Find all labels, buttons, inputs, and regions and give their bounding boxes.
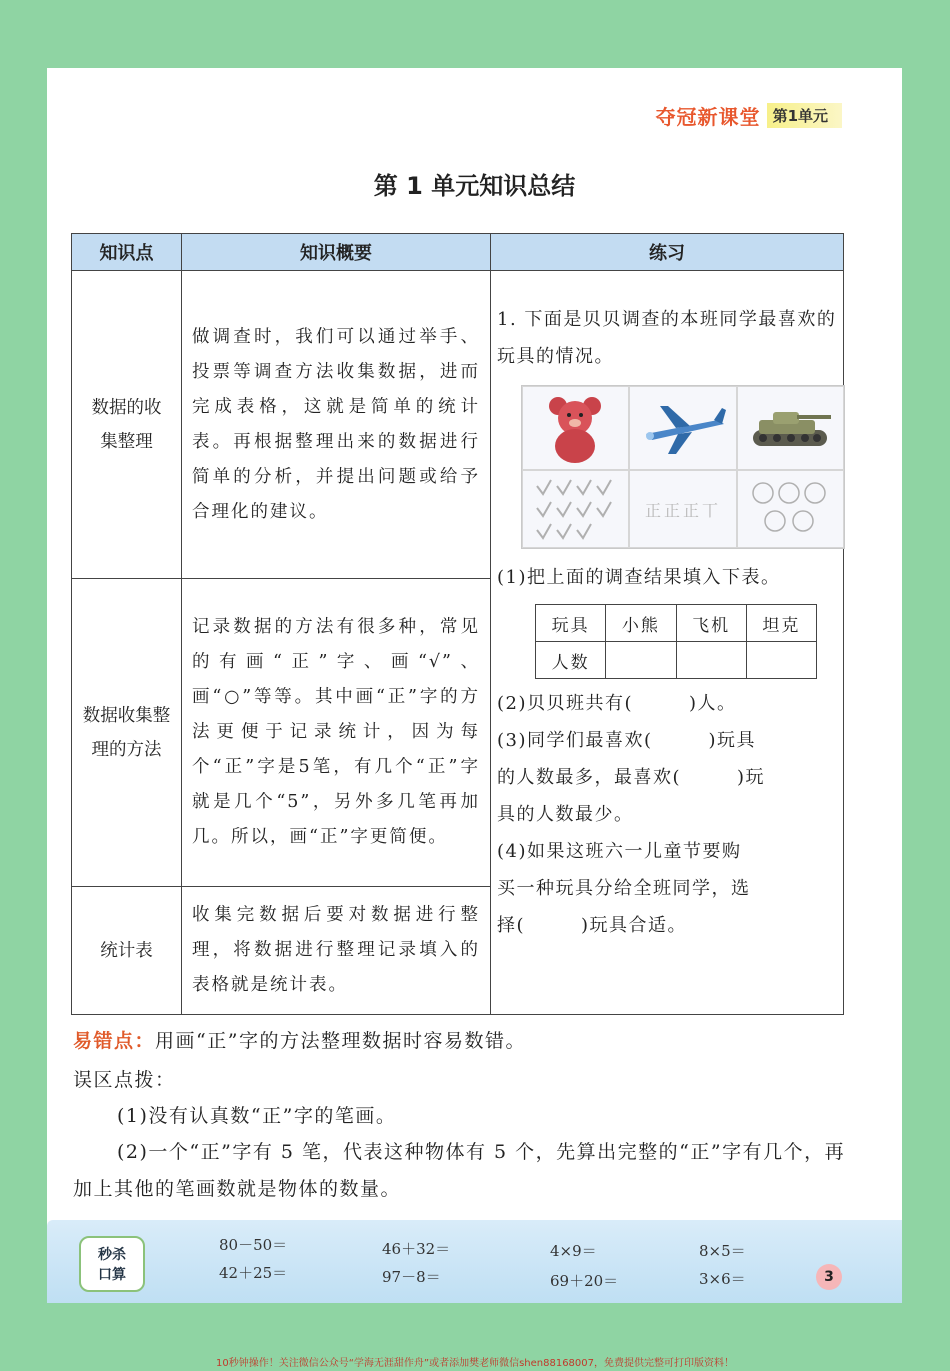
answer-table-cell: 玩具 xyxy=(536,605,606,642)
exercise-sub4-line3 xyxy=(497,907,839,944)
guide-item-2: (2)一个“正”字有 5 笔，代表这种物体有 5 个，先算出完整的“正”字有几个，再加上其他的笔画数就是物体的数量。 xyxy=(73,1141,846,1200)
sub4-text: 择( xyxy=(497,915,526,936)
sub3-text: )玩具 xyxy=(708,730,757,751)
knowledge-summary: 做调查时，我们可以通过举手、投票等调查方法收集数据，进而完成表格，这就是简单的统计表。再根据整理出来的数据进行简单的分析，并提出问题或给予合理化的建议。 xyxy=(182,271,491,579)
calc-item: 69＋20＝ xyxy=(550,1272,619,1290)
exercise-sub4-line2: 买一种玩具分给全班同学，选 xyxy=(497,878,751,899)
quick-calc-badge xyxy=(79,1236,145,1292)
header-knowledge-point: 知识点 xyxy=(72,234,182,271)
table-row xyxy=(72,271,844,579)
answer-table-cell: 小熊 xyxy=(606,605,676,642)
badge-line: 口算 xyxy=(98,1267,126,1283)
answer-table xyxy=(535,604,817,679)
sub4-text: )玩具合适。 xyxy=(581,915,688,936)
knowledge-point: 数据的收集整理 xyxy=(72,271,182,579)
tank-picture xyxy=(737,386,844,470)
page-number: 3 xyxy=(816,1264,842,1290)
calc-item: 4×9＝ xyxy=(550,1242,597,1260)
exercise-sub4: (4)如果这班六一儿童节要购 xyxy=(497,841,742,862)
circle-tally xyxy=(737,470,844,548)
knowledge-summary: 记录数据的方法有很多种，常见的有画“正”字、画“√”、画“○”等等。其中画“正”字的方法更便于记录统计，因为每个“正”字是5笔，有几个“正”字就是几个“5”，另外多几笔再加几。所以，画“正”字更简便。 xyxy=(182,579,491,887)
workbook-page xyxy=(47,68,902,1303)
answer-blank-tank[interactable] xyxy=(746,642,816,679)
sub2-text: )人。 xyxy=(689,693,737,714)
sub3-text: )玩 xyxy=(737,767,766,788)
calc-item: 97－8＝ xyxy=(382,1268,441,1286)
page-title: 第 1 单元知识总结 xyxy=(373,172,576,200)
guide-item-1: (1)没有认真数“正”字的笔画。 xyxy=(117,1105,397,1127)
header-exercise: 练习 xyxy=(491,234,844,271)
survey-picture-grid xyxy=(521,385,845,549)
error-point-text: 用画“正”字的方法整理数据时容易数错。 xyxy=(155,1030,526,1052)
exercise-sub3-line2 xyxy=(497,759,839,796)
checkmark-tally xyxy=(522,470,629,548)
quick-calc-strip xyxy=(47,1220,902,1303)
answer-table-cell: 坦克 xyxy=(746,605,816,642)
sub3-text: (3)同学们最喜欢( xyxy=(497,730,653,751)
badge-line: 秒杀 xyxy=(98,1247,126,1263)
answer-table-cell: 飞机 xyxy=(676,605,746,642)
calc-item: 3×6＝ xyxy=(699,1270,746,1288)
calc-item: 42＋25＝ xyxy=(219,1264,288,1282)
answer-table-row xyxy=(536,605,817,642)
airplane-picture xyxy=(629,386,736,470)
answer-blank-bear[interactable] xyxy=(606,642,676,679)
sub2-text: (2)贝贝班共有( xyxy=(497,693,634,714)
calc-item: 8×5＝ xyxy=(699,1242,746,1260)
calc-item: 80－50＝ xyxy=(219,1236,288,1254)
brand-logo: 夺冠新课堂 xyxy=(655,104,761,129)
error-point xyxy=(73,1026,526,1053)
knowledge-point: 统计表 xyxy=(72,887,182,1015)
knowledge-table xyxy=(71,233,844,1015)
answer-blank-plane[interactable] xyxy=(676,642,746,679)
exercise-sub2 xyxy=(497,685,839,722)
exercise-sub1: (1)把上面的调查结果填入下表。 xyxy=(497,567,781,588)
unit-tag: 第1单元 xyxy=(767,103,842,128)
sub3-text: 的人数最多，最喜欢( xyxy=(497,767,682,788)
error-point-label: 易错点： xyxy=(73,1030,156,1052)
table-header-row xyxy=(72,234,844,271)
answer-table-row xyxy=(536,642,817,679)
exercise-cell xyxy=(491,271,844,1015)
knowledge-point: 数据收集整理的方法 xyxy=(72,579,182,887)
zheng-tally: 正正正丅 xyxy=(629,470,736,548)
exercise-question: 1. 下面是贝贝调查的本班同学最喜欢的玩具的情况。 xyxy=(497,309,837,367)
teddy-bear-picture xyxy=(522,386,629,470)
calc-item: 46＋32＝ xyxy=(382,1240,451,1258)
exercise-sub3-line3: 具的人数最少。 xyxy=(497,804,634,825)
brand-header xyxy=(656,100,842,130)
answer-table-cell: 人数 xyxy=(536,642,606,679)
guide-label: 误区点拨： xyxy=(73,1069,176,1091)
exercise-sub3 xyxy=(497,722,839,759)
knowledge-summary: 收集完数据后要对数据进行整理，将数据进行整理记录填入的表格就是统计表。 xyxy=(182,887,491,1015)
promo-note: 10秒钟操作！关注微信公众号“学海无涯甜作舟”或者添加樊老师微信shen88168007，免费提供完整可打印版资料！ xyxy=(215,1358,735,1369)
header-summary: 知识概要 xyxy=(182,234,491,271)
